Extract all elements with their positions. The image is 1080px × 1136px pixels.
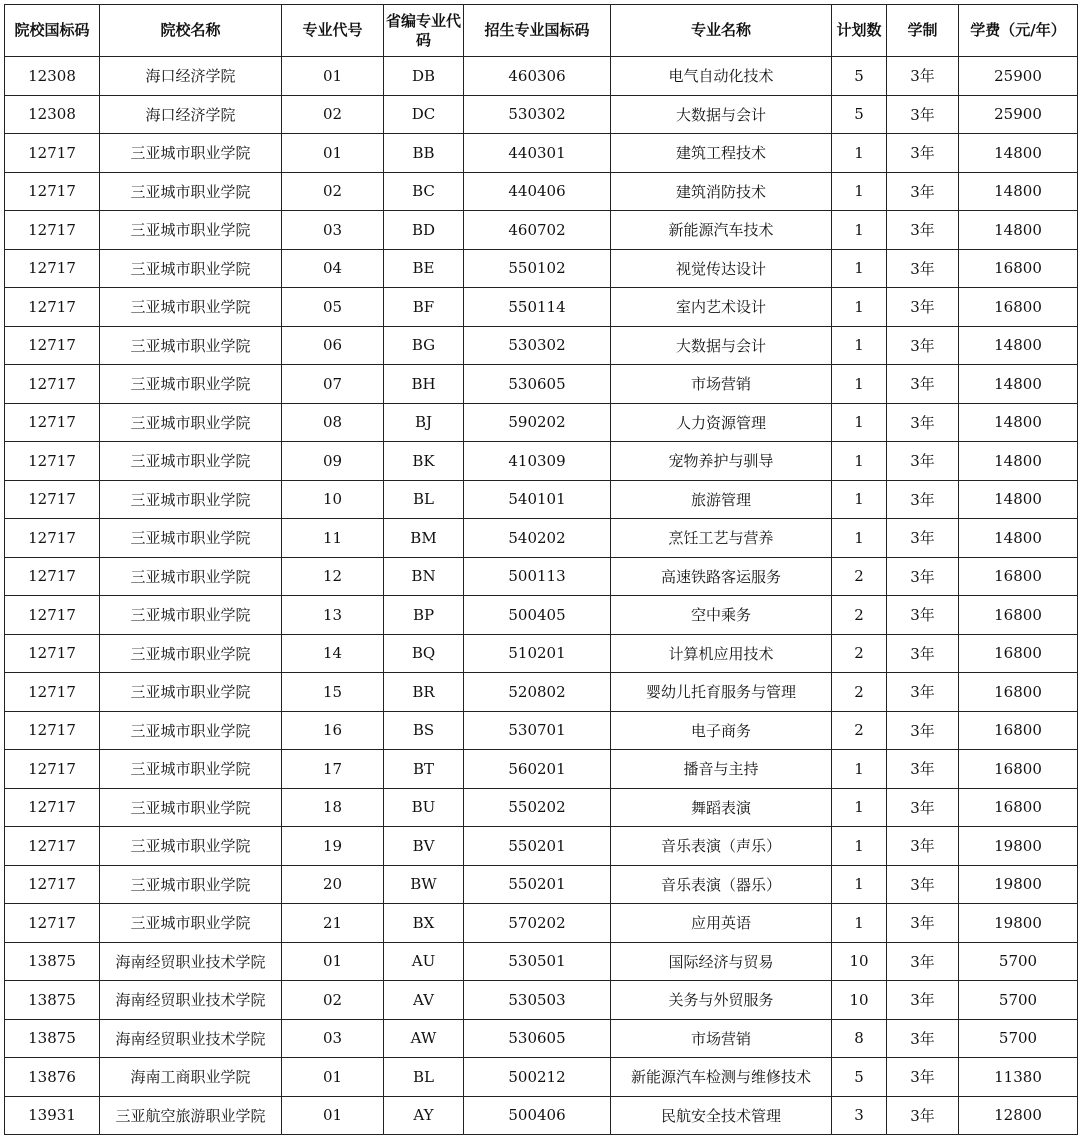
table-row <box>5 981 1078 1020</box>
cell-plan-count: 10 <box>832 942 887 981</box>
cell-major-number: 03 <box>282 211 384 250</box>
cell-tuition: 5700 <box>959 1019 1078 1058</box>
cell-school-name: 海南经贸职业技术学院 <box>100 942 282 981</box>
cell-school-code: 12717 <box>5 403 100 442</box>
table-row <box>5 827 1078 866</box>
cell-duration: 3年 <box>887 711 959 750</box>
table-row <box>5 288 1078 327</box>
cell-school-code: 12717 <box>5 211 100 250</box>
cell-plan-count: 1 <box>832 134 887 173</box>
cell-school-code: 12717 <box>5 249 100 288</box>
cell-duration: 3年 <box>887 750 959 789</box>
cell-tuition: 25900 <box>959 95 1078 134</box>
cell-duration: 3年 <box>887 557 959 596</box>
cell-school-code: 13876 <box>5 1058 100 1097</box>
cell-plan-count: 5 <box>832 1058 887 1097</box>
cell-tuition: 25900 <box>959 57 1078 96</box>
cell-school-name: 三亚城市职业学院 <box>100 211 282 250</box>
cell-major-name: 大数据与会计 <box>611 326 832 365</box>
cell-plan-count: 2 <box>832 634 887 673</box>
cell-provincial-code: BC <box>384 172 464 211</box>
cell-duration: 3年 <box>887 1096 959 1135</box>
cell-major-national-code: 550202 <box>464 788 611 827</box>
cell-major-name: 音乐表演（声乐） <box>611 827 832 866</box>
cell-school-name: 海南经贸职业技术学院 <box>100 981 282 1020</box>
cell-provincial-code: AV <box>384 981 464 1020</box>
table-row <box>5 480 1078 519</box>
cell-school-name: 三亚城市职业学院 <box>100 750 282 789</box>
cell-duration: 3年 <box>887 596 959 635</box>
cell-school-code: 12717 <box>5 750 100 789</box>
cell-provincial-code: BQ <box>384 634 464 673</box>
table-row <box>5 134 1078 173</box>
cell-school-code: 12717 <box>5 673 100 712</box>
header-school-code: 院校国标码 <box>5 5 100 57</box>
table-row <box>5 596 1078 635</box>
cell-provincial-code: BG <box>384 326 464 365</box>
cell-duration: 3年 <box>887 288 959 327</box>
cell-duration: 3年 <box>887 480 959 519</box>
cell-provincial-code: BV <box>384 827 464 866</box>
cell-school-name: 三亚城市职业学院 <box>100 904 282 943</box>
cell-tuition: 14800 <box>959 403 1078 442</box>
cell-major-name: 宠物养护与驯导 <box>611 442 832 481</box>
cell-major-name: 空中乘务 <box>611 596 832 635</box>
cell-school-code: 12717 <box>5 480 100 519</box>
cell-major-name: 民航安全技术管理 <box>611 1096 832 1135</box>
cell-school-code: 12717 <box>5 904 100 943</box>
cell-major-national-code: 530605 <box>464 365 611 404</box>
cell-plan-count: 1 <box>832 480 887 519</box>
cell-plan-count: 2 <box>832 711 887 750</box>
cell-tuition: 14800 <box>959 442 1078 481</box>
table-row <box>5 326 1078 365</box>
cell-provincial-code: BH <box>384 365 464 404</box>
cell-plan-count: 10 <box>832 981 887 1020</box>
cell-duration: 3年 <box>887 519 959 558</box>
cell-school-code: 13875 <box>5 942 100 981</box>
cell-school-name: 三亚城市职业学院 <box>100 788 282 827</box>
cell-tuition: 16800 <box>959 711 1078 750</box>
cell-plan-count: 1 <box>832 750 887 789</box>
cell-school-name: 三亚城市职业学院 <box>100 403 282 442</box>
cell-school-name: 三亚城市职业学院 <box>100 865 282 904</box>
cell-plan-count: 5 <box>832 95 887 134</box>
cell-major-national-code: 500405 <box>464 596 611 635</box>
cell-major-number: 02 <box>282 95 384 134</box>
cell-plan-count: 1 <box>832 904 887 943</box>
cell-tuition: 16800 <box>959 249 1078 288</box>
cell-school-name: 海口经济学院 <box>100 57 282 96</box>
cell-major-national-code: 550201 <box>464 865 611 904</box>
cell-major-number: 13 <box>282 596 384 635</box>
cell-major-national-code: 530605 <box>464 1019 611 1058</box>
table-row <box>5 95 1078 134</box>
cell-school-code: 12308 <box>5 95 100 134</box>
cell-provincial-code: BU <box>384 788 464 827</box>
cell-major-name: 计算机应用技术 <box>611 634 832 673</box>
cell-duration: 3年 <box>887 95 959 134</box>
cell-school-name: 三亚城市职业学院 <box>100 134 282 173</box>
cell-plan-count: 2 <box>832 557 887 596</box>
cell-major-number: 11 <box>282 519 384 558</box>
cell-major-name: 大数据与会计 <box>611 95 832 134</box>
cell-major-national-code: 540101 <box>464 480 611 519</box>
cell-major-national-code: 530503 <box>464 981 611 1020</box>
cell-duration: 3年 <box>887 865 959 904</box>
cell-major-name: 应用英语 <box>611 904 832 943</box>
cell-school-code: 13931 <box>5 1096 100 1135</box>
cell-school-name: 海口经济学院 <box>100 95 282 134</box>
cell-major-national-code: 410309 <box>464 442 611 481</box>
cell-provincial-code: BF <box>384 288 464 327</box>
cell-tuition: 14800 <box>959 519 1078 558</box>
cell-plan-count: 2 <box>832 673 887 712</box>
cell-major-number: 02 <box>282 981 384 1020</box>
cell-school-code: 12717 <box>5 711 100 750</box>
cell-duration: 3年 <box>887 442 959 481</box>
cell-major-national-code: 440406 <box>464 172 611 211</box>
cell-major-name: 播音与主持 <box>611 750 832 789</box>
cell-school-code: 12308 <box>5 57 100 96</box>
table-body <box>5 57 1078 1135</box>
cell-plan-count: 1 <box>832 865 887 904</box>
cell-plan-count: 2 <box>832 596 887 635</box>
cell-provincial-code: BM <box>384 519 464 558</box>
cell-tuition: 16800 <box>959 788 1078 827</box>
cell-tuition: 5700 <box>959 942 1078 981</box>
table-row <box>5 1058 1078 1097</box>
cell-tuition: 5700 <box>959 981 1078 1020</box>
cell-provincial-code: DB <box>384 57 464 96</box>
cell-school-code: 12717 <box>5 827 100 866</box>
cell-major-national-code: 520802 <box>464 673 611 712</box>
cell-provincial-code: BN <box>384 557 464 596</box>
table-row <box>5 442 1078 481</box>
cell-major-number: 08 <box>282 403 384 442</box>
cell-school-code: 12717 <box>5 172 100 211</box>
cell-major-name: 室内艺术设计 <box>611 288 832 327</box>
header-provincial-code: 省编专业代码 <box>384 5 464 57</box>
cell-major-number: 16 <box>282 711 384 750</box>
cell-major-name: 电气自动化技术 <box>611 57 832 96</box>
cell-plan-count: 1 <box>832 249 887 288</box>
cell-provincial-code: AU <box>384 942 464 981</box>
cell-major-number: 03 <box>282 1019 384 1058</box>
table-row <box>5 673 1078 712</box>
cell-school-code: 12717 <box>5 442 100 481</box>
cell-major-number: 01 <box>282 57 384 96</box>
cell-duration: 3年 <box>887 1058 959 1097</box>
cell-major-number: 12 <box>282 557 384 596</box>
table-row <box>5 519 1078 558</box>
cell-duration: 3年 <box>887 403 959 442</box>
cell-duration: 3年 <box>887 1019 959 1058</box>
cell-major-national-code: 530302 <box>464 95 611 134</box>
cell-provincial-code: BT <box>384 750 464 789</box>
cell-provincial-code: BJ <box>384 403 464 442</box>
cell-plan-count: 1 <box>832 788 887 827</box>
cell-provincial-code: BB <box>384 134 464 173</box>
cell-tuition: 14800 <box>959 172 1078 211</box>
cell-major-number: 10 <box>282 480 384 519</box>
cell-tuition: 14800 <box>959 211 1078 250</box>
cell-major-number: 06 <box>282 326 384 365</box>
cell-school-code: 12717 <box>5 134 100 173</box>
table-row <box>5 750 1078 789</box>
table-row <box>5 403 1078 442</box>
cell-tuition: 16800 <box>959 596 1078 635</box>
cell-major-national-code: 530501 <box>464 942 611 981</box>
cell-duration: 3年 <box>887 673 959 712</box>
cell-major-name: 舞蹈表演 <box>611 788 832 827</box>
cell-school-name: 三亚城市职业学院 <box>100 172 282 211</box>
cell-major-name: 国际经济与贸易 <box>611 942 832 981</box>
cell-school-name: 三亚城市职业学院 <box>100 673 282 712</box>
cell-school-code: 12717 <box>5 865 100 904</box>
table-row <box>5 711 1078 750</box>
cell-tuition: 14800 <box>959 480 1078 519</box>
cell-plan-count: 8 <box>832 1019 887 1058</box>
cell-school-name: 三亚城市职业学院 <box>100 365 282 404</box>
cell-major-name: 市场营销 <box>611 1019 832 1058</box>
cell-plan-count: 1 <box>832 403 887 442</box>
cell-provincial-code: DC <box>384 95 464 134</box>
cell-major-name: 关务与外贸服务 <box>611 981 832 1020</box>
table-row <box>5 365 1078 404</box>
table-row <box>5 57 1078 96</box>
cell-major-name: 旅游管理 <box>611 480 832 519</box>
cell-major-number: 14 <box>282 634 384 673</box>
cell-major-number: 04 <box>282 249 384 288</box>
cell-major-name: 新能源汽车技术 <box>611 211 832 250</box>
cell-major-number: 01 <box>282 1096 384 1135</box>
cell-duration: 3年 <box>887 172 959 211</box>
cell-school-name: 三亚城市职业学院 <box>100 711 282 750</box>
cell-duration: 3年 <box>887 942 959 981</box>
cell-major-national-code: 440301 <box>464 134 611 173</box>
cell-major-national-code: 550102 <box>464 249 611 288</box>
cell-school-name: 三亚城市职业学院 <box>100 249 282 288</box>
cell-provincial-code: BL <box>384 480 464 519</box>
cell-major-number: 07 <box>282 365 384 404</box>
cell-major-name: 视觉传达设计 <box>611 249 832 288</box>
cell-plan-count: 1 <box>832 211 887 250</box>
cell-school-code: 12717 <box>5 326 100 365</box>
header-plan-count: 计划数 <box>832 5 887 57</box>
cell-major-name: 人力资源管理 <box>611 403 832 442</box>
cell-major-national-code: 590202 <box>464 403 611 442</box>
cell-duration: 3年 <box>887 788 959 827</box>
cell-plan-count: 3 <box>832 1096 887 1135</box>
cell-major-national-code: 540202 <box>464 519 611 558</box>
cell-major-national-code: 530302 <box>464 326 611 365</box>
cell-duration: 3年 <box>887 326 959 365</box>
header-major-national-code: 招生专业国标码 <box>464 5 611 57</box>
cell-school-code: 12717 <box>5 557 100 596</box>
cell-tuition: 16800 <box>959 673 1078 712</box>
cell-school-name: 三亚城市职业学院 <box>100 557 282 596</box>
header-duration: 学制 <box>887 5 959 57</box>
cell-school-name: 三亚城市职业学院 <box>100 634 282 673</box>
table-row <box>5 865 1078 904</box>
cell-duration: 3年 <box>887 365 959 404</box>
cell-major-national-code: 530701 <box>464 711 611 750</box>
cell-provincial-code: AW <box>384 1019 464 1058</box>
cell-major-number: 15 <box>282 673 384 712</box>
cell-provincial-code: BS <box>384 711 464 750</box>
cell-duration: 3年 <box>887 134 959 173</box>
cell-provincial-code: BD <box>384 211 464 250</box>
cell-plan-count: 1 <box>832 172 887 211</box>
cell-school-code: 12717 <box>5 634 100 673</box>
table-row <box>5 211 1078 250</box>
table-row <box>5 942 1078 981</box>
cell-tuition: 14800 <box>959 326 1078 365</box>
cell-duration: 3年 <box>887 827 959 866</box>
cell-tuition: 16800 <box>959 634 1078 673</box>
cell-tuition: 19800 <box>959 827 1078 866</box>
cell-tuition: 19800 <box>959 865 1078 904</box>
cell-major-name: 建筑工程技术 <box>611 134 832 173</box>
cell-major-national-code: 550114 <box>464 288 611 327</box>
cell-tuition: 11380 <box>959 1058 1078 1097</box>
table-row <box>5 249 1078 288</box>
cell-tuition: 16800 <box>959 750 1078 789</box>
cell-provincial-code: BR <box>384 673 464 712</box>
cell-major-name: 新能源汽车检测与维修技术 <box>611 1058 832 1097</box>
cell-provincial-code: BE <box>384 249 464 288</box>
cell-provincial-code: BW <box>384 865 464 904</box>
cell-school-code: 12717 <box>5 288 100 327</box>
cell-school-name: 海南经贸职业技术学院 <box>100 1019 282 1058</box>
cell-school-name: 三亚城市职业学院 <box>100 326 282 365</box>
cell-major-national-code: 560201 <box>464 750 611 789</box>
cell-major-number: 01 <box>282 1058 384 1097</box>
cell-duration: 3年 <box>887 904 959 943</box>
table-row <box>5 172 1078 211</box>
cell-plan-count: 1 <box>832 288 887 327</box>
enrollment-table <box>4 4 1078 1135</box>
cell-school-name: 三亚城市职业学院 <box>100 480 282 519</box>
cell-school-name: 海南工商职业学院 <box>100 1058 282 1097</box>
cell-provincial-code: BX <box>384 904 464 943</box>
cell-plan-count: 5 <box>832 57 887 96</box>
header-tuition: 学费（元/年） <box>959 5 1078 57</box>
cell-major-name: 音乐表演（器乐） <box>611 865 832 904</box>
cell-school-name: 三亚城市职业学院 <box>100 442 282 481</box>
table-row <box>5 788 1078 827</box>
cell-tuition: 16800 <box>959 288 1078 327</box>
header-school-name: 院校名称 <box>100 5 282 57</box>
cell-major-number: 05 <box>282 288 384 327</box>
cell-major-number: 20 <box>282 865 384 904</box>
cell-tuition: 19800 <box>959 904 1078 943</box>
cell-major-number: 01 <box>282 134 384 173</box>
cell-major-name: 高速铁路客运服务 <box>611 557 832 596</box>
cell-school-code: 12717 <box>5 788 100 827</box>
cell-major-name: 婴幼儿托育服务与管理 <box>611 673 832 712</box>
cell-tuition: 12800 <box>959 1096 1078 1135</box>
cell-plan-count: 1 <box>832 519 887 558</box>
header-row <box>5 5 1078 57</box>
cell-plan-count: 1 <box>832 442 887 481</box>
cell-duration: 3年 <box>887 981 959 1020</box>
cell-major-number: 01 <box>282 942 384 981</box>
table-row <box>5 634 1078 673</box>
cell-school-name: 三亚城市职业学院 <box>100 596 282 635</box>
cell-plan-count: 1 <box>832 365 887 404</box>
table-row <box>5 557 1078 596</box>
cell-school-name: 三亚航空旅游职业学院 <box>100 1096 282 1135</box>
cell-major-national-code: 460702 <box>464 211 611 250</box>
cell-tuition: 16800 <box>959 557 1078 596</box>
cell-school-code: 12717 <box>5 519 100 558</box>
cell-major-number: 19 <box>282 827 384 866</box>
table-row <box>5 904 1078 943</box>
cell-duration: 3年 <box>887 249 959 288</box>
cell-school-code: 12717 <box>5 596 100 635</box>
cell-major-number: 21 <box>282 904 384 943</box>
cell-major-number: 18 <box>282 788 384 827</box>
cell-major-national-code: 570202 <box>464 904 611 943</box>
cell-major-national-code: 460306 <box>464 57 611 96</box>
cell-provincial-code: AY <box>384 1096 464 1135</box>
cell-major-national-code: 550201 <box>464 827 611 866</box>
cell-school-name: 三亚城市职业学院 <box>100 827 282 866</box>
cell-tuition: 14800 <box>959 365 1078 404</box>
cell-major-national-code: 510201 <box>464 634 611 673</box>
table-row <box>5 1019 1078 1058</box>
cell-school-code: 13875 <box>5 1019 100 1058</box>
cell-duration: 3年 <box>887 57 959 96</box>
cell-school-name: 三亚城市职业学院 <box>100 519 282 558</box>
cell-major-number: 17 <box>282 750 384 789</box>
table-row <box>5 1096 1078 1135</box>
cell-duration: 3年 <box>887 211 959 250</box>
header-major-number: 专业代号 <box>282 5 384 57</box>
cell-school-code: 13875 <box>5 981 100 1020</box>
cell-tuition: 14800 <box>959 134 1078 173</box>
cell-duration: 3年 <box>887 634 959 673</box>
cell-school-name: 三亚城市职业学院 <box>100 288 282 327</box>
cell-plan-count: 1 <box>832 326 887 365</box>
cell-plan-count: 1 <box>832 827 887 866</box>
cell-major-national-code: 500113 <box>464 557 611 596</box>
cell-major-name: 市场营销 <box>611 365 832 404</box>
cell-major-name: 建筑消防技术 <box>611 172 832 211</box>
cell-provincial-code: BL <box>384 1058 464 1097</box>
cell-major-national-code: 500406 <box>464 1096 611 1135</box>
cell-provincial-code: BP <box>384 596 464 635</box>
cell-major-name: 电子商务 <box>611 711 832 750</box>
cell-major-national-code: 500212 <box>464 1058 611 1097</box>
cell-school-code: 12717 <box>5 365 100 404</box>
cell-major-number: 02 <box>282 172 384 211</box>
cell-major-number: 09 <box>282 442 384 481</box>
cell-major-name: 烹饪工艺与营养 <box>611 519 832 558</box>
header-major-name: 专业名称 <box>611 5 832 57</box>
cell-provincial-code: BK <box>384 442 464 481</box>
